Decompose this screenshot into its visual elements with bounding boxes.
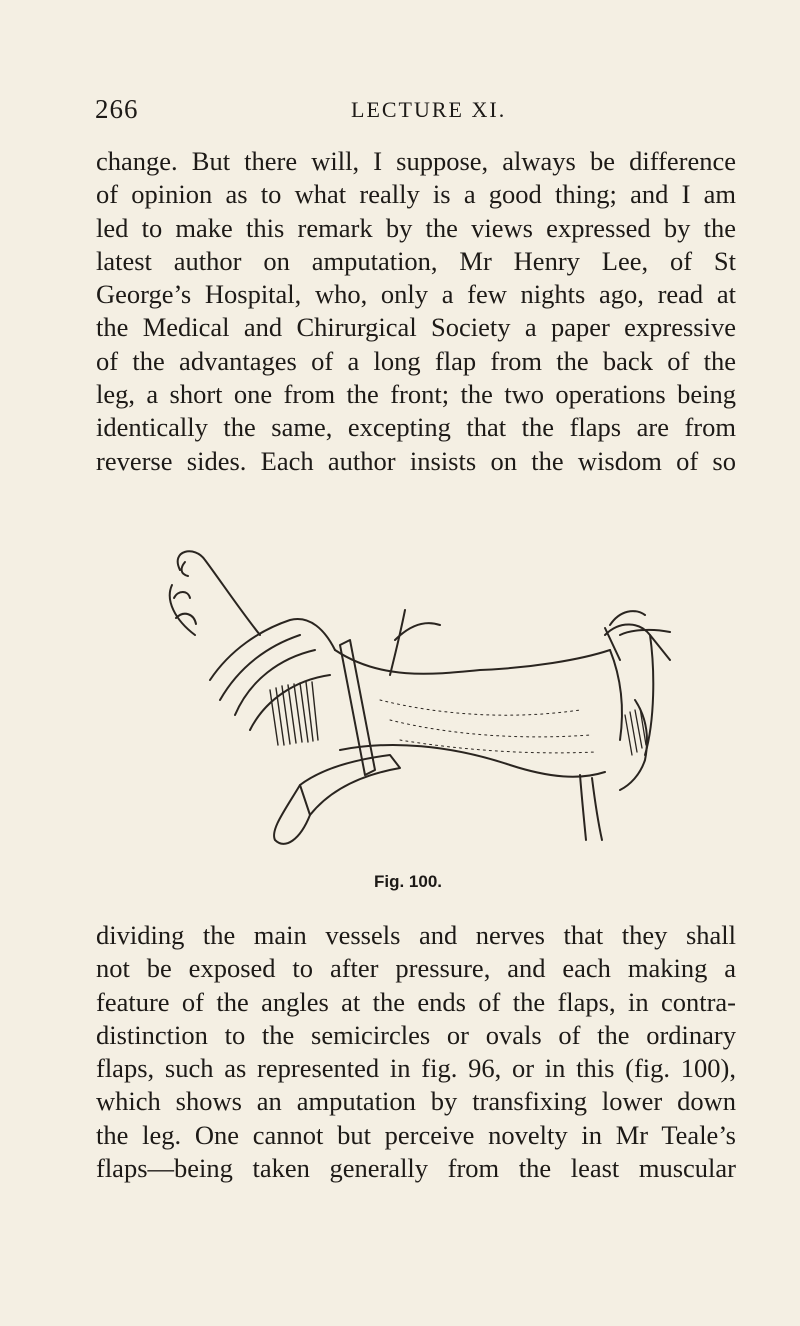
- text-line: not be exposed to after pressure, and each making a: [96, 953, 736, 984]
- text-line: identically the same, excepting that the flaps are from: [96, 412, 736, 443]
- running-head: LECTURE XI.: [351, 97, 507, 122]
- text-line: George’s Hospital, who, only a few nights ago, read at: [96, 279, 736, 310]
- text-line: flaps, such as represented in fig. 96, or in this (fig. 100),: [96, 1053, 736, 1084]
- text-line: the leg. One cannot but perceive novelty in Mr Teale’s: [96, 1119, 736, 1150]
- text-line: of opinion as to what really is a good thing; and I am: [96, 179, 736, 210]
- page-header: [95, 94, 735, 128]
- paragraph-bottom: [96, 919, 736, 1185]
- text-line: reverse sides. Each author insists on the wisdom of so: [96, 445, 736, 476]
- text-line: led to make this remark by the views expressed by the: [96, 212, 736, 243]
- text-line: flaps—being taken generally from the least muscular: [96, 1153, 736, 1184]
- text-line: of the advantages of a long flap from the back of the: [96, 345, 736, 376]
- text-line: change. But there will, I suppose, always be difference: [96, 146, 736, 176]
- text-line: the Medical and Chirurgical Society a paper expressive: [96, 312, 736, 343]
- text-line: feature of the angles at the ends of the flaps, in contra-: [96, 986, 736, 1017]
- text-line: dividing the main vessels and nerves that they shall: [96, 920, 736, 950]
- figure-caption: [0, 872, 800, 892]
- page-number: 266: [95, 94, 139, 124]
- paragraph-top: [96, 145, 736, 478]
- text-line: distinction to the semicircles or ovals of the ordinary: [96, 1019, 736, 1050]
- figure-caption-text: Fig. 100.: [373, 872, 443, 891]
- text-line: leg, a short one from the front; the two operations being: [96, 379, 736, 410]
- leg-amputation-drawing: [150, 540, 710, 870]
- text-line: latest author on amputation, Mr Henry Lee, of St: [96, 245, 736, 276]
- amputation-illustration: [150, 540, 710, 870]
- text-line: which shows an amputation by transfixing lower down: [96, 1086, 736, 1117]
